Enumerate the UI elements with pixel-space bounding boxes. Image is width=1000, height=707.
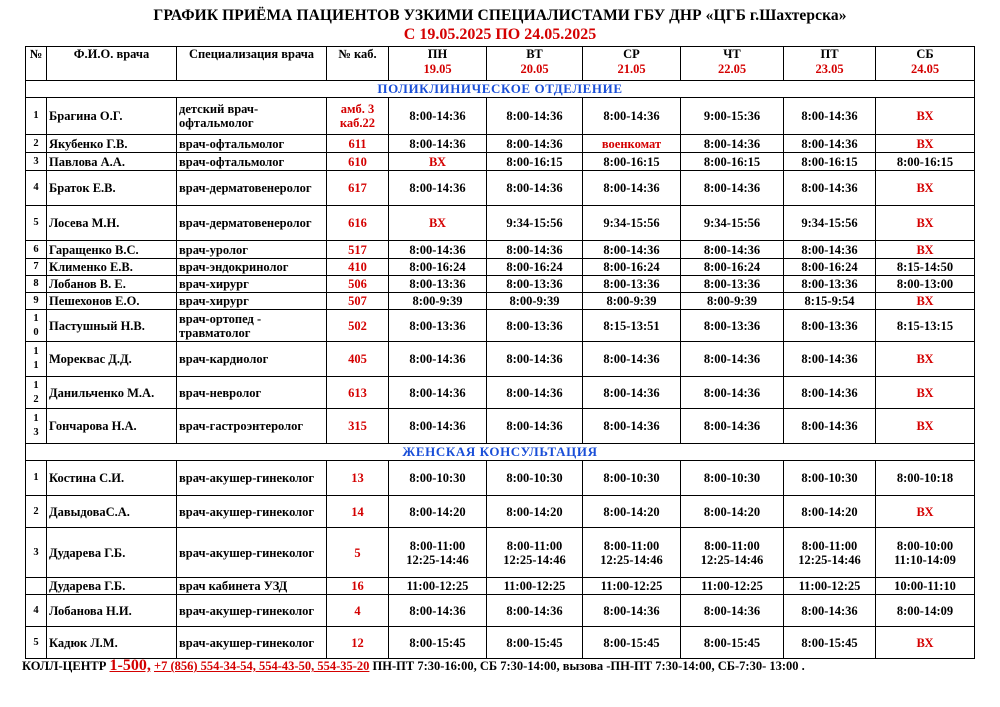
schedule-cell-fri: 8:00-14:36 — [784, 241, 876, 259]
row-number — [26, 241, 47, 259]
schedule-cell-fri: 8:00-14:36 — [784, 98, 876, 135]
schedule-cell-thu: 8:00-10:30 — [681, 461, 784, 496]
schedule-cell-thu: 8:00-15:45 — [681, 627, 784, 659]
schedule-cell-fri: 8:00-14:36 — [784, 409, 876, 444]
row-number — [26, 627, 47, 659]
schedule-cell-mon: ВХ — [389, 206, 487, 241]
table-row — [26, 461, 975, 496]
doctor-name: Данильченко М.А. — [47, 377, 177, 409]
header-row — [26, 47, 975, 81]
schedule-cell-fri: 8:00-14:36 — [784, 342, 876, 377]
schedule-cell-thu: 8:00-13:36 — [681, 276, 784, 293]
doctor-specialization: врач-акушер-гинеколог — [177, 595, 327, 627]
schedule-cell-wed: 8:00-14:36 — [583, 595, 681, 627]
doctor-name: Кадюк Л.М. — [47, 627, 177, 659]
doctor-name: Лобанова Н.И. — [47, 595, 177, 627]
schedule-cell-wed: 8:00-16:15 — [583, 153, 681, 171]
doctor-name: Костина С.И. — [47, 461, 177, 496]
schedule-cell-thu: 8:00-14:36 — [681, 171, 784, 206]
schedule-cell-fri: 8:00-14:20 — [784, 496, 876, 528]
schedule-cell-wed: 8:00-16:24 — [583, 259, 681, 276]
row-number-digit: 3 — [33, 546, 39, 558]
row-number-digit: 2 — [33, 505, 39, 517]
room-number: амб. 3 каб.22 — [327, 98, 389, 135]
row-number-digit: 2 — [33, 137, 39, 149]
doctor-specialization: врач-дерматовенеролог — [177, 206, 327, 241]
row-number-digit: 1 — [33, 413, 39, 424]
schedule-cell-fri: 8:00-14:36 — [784, 171, 876, 206]
schedule-cell-thu — [681, 528, 784, 578]
schedule-cell-tue: 8:00-10:30 — [487, 461, 583, 496]
schedule-cell-wed: 11:00-12:25 — [583, 578, 681, 595]
schedule-cell-sat: ВХ — [876, 342, 975, 377]
doctor-specialization: врач-акушер-гинеколог — [177, 461, 327, 496]
schedule-cell-fri: 8:00-13:36 — [784, 310, 876, 342]
doctor-name: Пастушный Н.В. — [47, 310, 177, 342]
room-number: 13 — [327, 461, 389, 496]
schedule-cell-tue: 9:34-15:56 — [487, 206, 583, 241]
phone-numbers-link[interactable]: +7 (856) 554-34-54, 554-43-50, 554-35-20 — [153, 659, 370, 673]
schedule-cell-wed: 8:00-14:36 — [583, 409, 681, 444]
schedule-time-part: 11:10-14:09 — [894, 552, 956, 567]
schedule-cell-thu: 8:00-16:24 — [681, 259, 784, 276]
schedule-cell-sat: ВХ — [876, 171, 975, 206]
schedule-cell-tue: 8:00-14:36 — [487, 377, 583, 409]
doctor-name: Лобанов В. Е. — [47, 276, 177, 293]
row-number-digit: 6 — [33, 243, 39, 255]
doctor-specialization: врач-ортопед - травматолог — [177, 310, 327, 342]
doctor-specialization: врач-эндокринолог — [177, 259, 327, 276]
doctor-specialization: врач-акушер-гинеколог — [177, 496, 327, 528]
schedule-time-part: 12:25-14:46 — [600, 552, 663, 567]
row-number — [26, 259, 47, 276]
header-spec: Специализация врача — [177, 47, 327, 81]
schedule-cell-sat: 8:00-14:09 — [876, 595, 975, 627]
room-number: 4 — [327, 595, 389, 627]
schedule-cell-mon: 8:00-14:36 — [389, 171, 487, 206]
schedule-cell-wed: 8:00-14:36 — [583, 342, 681, 377]
table-row — [26, 578, 975, 595]
schedule-time-part: 8:00-10:00 — [896, 538, 954, 553]
row-number-digit: 4 — [33, 182, 39, 193]
table-row — [26, 171, 975, 206]
room-number: 613 — [327, 377, 389, 409]
schedule-cell-wed: 8:00-14:36 — [583, 171, 681, 206]
schedule-cell-mon: 8:00-14:20 — [389, 496, 487, 528]
schedule-cell-mon — [389, 528, 487, 578]
schedule-cell-thu: 9:00-15:36 — [681, 98, 784, 135]
doctor-name: Мореквас Д.Д. — [47, 342, 177, 377]
schedule-cell-wed — [583, 528, 681, 578]
doctor-specialization: врач-хирург — [177, 293, 327, 310]
row-number-digit: 3 — [33, 155, 39, 167]
schedule-time-part: 8:00-11:00 — [704, 538, 760, 553]
schedule-cell-fri: 11:00-12:25 — [784, 578, 876, 595]
row-number — [26, 528, 47, 578]
schedule-body — [26, 47, 975, 659]
room-number: 507 — [327, 293, 389, 310]
schedule-cell-sat: ВХ — [876, 293, 975, 310]
doctor-specialization: врач-уролог — [177, 241, 327, 259]
room-number: 16 — [327, 578, 389, 595]
doctor-specialization: врач кабинета УЗД — [177, 578, 327, 595]
schedule-cell-tue: 8:00-14:20 — [487, 496, 583, 528]
doctor-specialization: врач-хирург — [177, 276, 327, 293]
row-number-digit: 7 — [33, 261, 39, 272]
doctor-name: Дударева Г.Б. — [47, 528, 177, 578]
schedule-cell-thu: 8:00-14:36 — [681, 135, 784, 153]
schedule-cell-mon: 8:00-14:36 — [389, 409, 487, 444]
schedule-cell-wed: 8:15-13:51 — [583, 310, 681, 342]
row-number — [26, 595, 47, 627]
doctor-name: Пешехонов Е.О. — [47, 293, 177, 310]
schedule-cell-sat: 10:00-11:10 — [876, 578, 975, 595]
schedule-cell-fri: 8:00-16:24 — [784, 259, 876, 276]
table-row — [26, 276, 975, 293]
schedule-cell-sat: ВХ — [876, 206, 975, 241]
section-header-row — [26, 444, 975, 461]
schedule-cell-tue: 8:00-16:15 — [487, 153, 583, 171]
schedule-cell-sat: ВХ — [876, 98, 975, 135]
doctor-specialization: врач-офтальмолог — [177, 135, 327, 153]
table-row — [26, 409, 975, 444]
doctor-specialization: врач-акушер-гинеколог — [177, 627, 327, 659]
table-row — [26, 293, 975, 310]
table-row — [26, 241, 975, 259]
room-number: 502 — [327, 310, 389, 342]
schedule-cell-wed: 8:00-13:36 — [583, 276, 681, 293]
schedule-cell-mon: 8:00-16:24 — [389, 259, 487, 276]
row-number-digit: 2 — [33, 393, 39, 405]
doctor-name: Клименко Е.В. — [47, 259, 177, 276]
row-number-digit: 1 — [33, 379, 39, 391]
room-number: 14 — [327, 496, 389, 528]
schedule-cell-mon: 8:00-10:30 — [389, 461, 487, 496]
schedule-cell-mon: ВХ — [389, 153, 487, 171]
schedule-cell-thu: 9:34-15:56 — [681, 206, 784, 241]
row-number-digit: 4 — [33, 604, 39, 616]
schedule-cell-sat: ВХ — [876, 496, 975, 528]
table-row — [26, 627, 975, 659]
doctor-name: Дударева Г.Б. — [47, 578, 177, 595]
doctor-name: Павлова А.А. — [47, 153, 177, 171]
schedule-cell-mon: 8:00-14:36 — [389, 98, 487, 135]
schedule-cell-fri: 8:00-13:36 — [784, 276, 876, 293]
page-title: ГРАФИК ПРИЁМА ПАЦИЕНТОВ УЗКИМИ СПЕЦИАЛИСТАМИ ГБУ ДНР «ЦГБ г.Шахтерска» — [153, 7, 847, 24]
table-row — [26, 98, 975, 135]
room-number: 616 — [327, 206, 389, 241]
schedule-cell-fri: 8:00-15:45 — [784, 627, 876, 659]
row-number — [26, 206, 47, 241]
schedule-cell-sat — [876, 528, 975, 578]
schedule-cell-tue: 8:00-14:36 — [487, 241, 583, 259]
doctor-specialization: детский врач-офтальмолог — [177, 98, 327, 135]
schedule-cell-tue: 8:00-14:36 — [487, 595, 583, 627]
schedule-cell-sat: ВХ — [876, 241, 975, 259]
schedule-cell-tue: 8:00-13:36 — [487, 276, 583, 293]
header-num: № — [26, 47, 47, 81]
doctor-name: Гончарова Н.А. — [47, 409, 177, 444]
schedule-cell-mon: 8:00-15:45 — [389, 627, 487, 659]
schedule-cell-fri: 8:00-16:15 — [784, 153, 876, 171]
room-number: 611 — [327, 135, 389, 153]
schedule-cell-fri: 8:15-9:54 — [784, 293, 876, 310]
schedule-time-part: 8:00-11:00 — [801, 538, 858, 553]
doctor-name: Якубенко Г.В. — [47, 135, 177, 153]
room-number: 506 — [327, 276, 389, 293]
schedule-cell-sat: ВХ — [876, 409, 975, 444]
schedule-cell-tue: 8:00-14:36 — [487, 171, 583, 206]
doctor-specialization: врач-акушер-гинеколог — [177, 528, 327, 578]
schedule-cell-sat: ВХ — [876, 377, 975, 409]
schedule-cell-fri: 8:00-14:36 — [784, 377, 876, 409]
schedule-cell-wed: 8:00-14:36 — [583, 377, 681, 409]
schedule-cell-thu: 8:00-13:36 — [681, 310, 784, 342]
schedule-cell-sat: ВХ — [876, 135, 975, 153]
schedule-cell-thu: 8:00-14:36 — [681, 342, 784, 377]
row-number — [26, 461, 47, 496]
doctor-name: Брагина О.Г. — [47, 98, 177, 135]
schedule-cell-wed: 9:34-15:56 — [583, 206, 681, 241]
header-day-wed: СР 21.05 — [583, 47, 681, 81]
header-day-mon: ПН 19.05 — [389, 47, 487, 81]
doctor-specialization: врач-кардиолог — [177, 342, 327, 377]
section-title: ЖЕНСКАЯ КОНСУЛЬТАЦИЯ — [26, 444, 975, 461]
schedule-cell-mon: 8:00-13:36 — [389, 276, 487, 293]
row-number — [26, 496, 47, 528]
schedule-cell-sat: ВХ — [876, 627, 975, 659]
section-header-row — [26, 81, 975, 98]
schedule-cell-tue: 8:00-15:45 — [487, 627, 583, 659]
schedule-cell-mon: 11:00-12:25 — [389, 578, 487, 595]
schedule-cell-tue: 8:00-14:36 — [487, 342, 583, 377]
schedule-cell-wed: 8:00-14:20 — [583, 496, 681, 528]
schedule-cell-wed: военкомат — [583, 135, 681, 153]
schedule-cell-tue: 8:00-13:36 — [487, 310, 583, 342]
section-title: ПОЛИКЛИНИЧЕСКОЕ ОТДЕЛЕНИЕ — [26, 81, 975, 98]
schedule-time-part: 12:25-14:46 — [700, 552, 764, 567]
header-room: № каб. — [327, 47, 389, 81]
schedule-cell-fri: 8:00-14:36 — [784, 595, 876, 627]
row-number-digit: 5 — [33, 217, 39, 228]
schedule-cell-wed: 8:00-15:45 — [583, 627, 681, 659]
row-number — [26, 276, 47, 293]
row-number-digit: 9 — [33, 295, 39, 306]
schedule-cell-fri: 8:00-14:36 — [784, 135, 876, 153]
row-number-digit: 1 — [33, 360, 39, 371]
schedule-cell-fri: 9:34-15:56 — [784, 206, 876, 241]
header-day-thu: ЧТ 22.05 — [681, 47, 784, 81]
table-row — [26, 153, 975, 171]
schedule-time-part: 8:00-11:00 — [409, 538, 466, 553]
schedule-cell-fri: 8:00-10:30 — [784, 461, 876, 496]
schedule-time-part: 8:00-11:00 — [603, 538, 660, 553]
row-number-digit: 1 — [33, 472, 39, 483]
schedule-cell-sat: 8:00-10:18 — [876, 461, 975, 496]
schedule-cell-tue: 8:00-16:24 — [487, 259, 583, 276]
schedule-cell-thu: 8:00-14:20 — [681, 496, 784, 528]
schedule-cell-wed: 8:00-14:36 — [583, 98, 681, 135]
schedule-cell-wed: 8:00-10:30 — [583, 461, 681, 496]
schedule-cell-thu: 8:00-14:36 — [681, 241, 784, 259]
room-number: 410 — [327, 259, 389, 276]
schedule-time-part: 12:25-14:46 — [503, 552, 566, 567]
header-name: Ф.И.О. врача — [47, 47, 177, 81]
doctor-specialization: врач-гастроэнтеролог — [177, 409, 327, 444]
room-number: 5 — [327, 528, 389, 578]
header-day-fri: ПТ 23.05 — [784, 47, 876, 81]
room-number: 517 — [327, 241, 389, 259]
call-center-hours: ПН-ПТ 7:30-16:00, СБ 7:30-14:00, вызова -ПН-ПТ 7:30-14:00, СБ-7:30- 13:00 . — [372, 659, 805, 673]
row-number — [26, 98, 47, 135]
schedule-cell-mon: 8:00-14:36 — [389, 342, 487, 377]
row-number — [26, 578, 47, 595]
table-row — [26, 496, 975, 528]
row-number — [26, 293, 47, 310]
row-number — [26, 135, 47, 153]
row-number — [26, 171, 47, 206]
schedule-cell-tue — [487, 528, 583, 578]
schedule-cell-mon: 8:00-14:36 — [389, 377, 487, 409]
schedule-cell-mon: 8:00-14:36 — [389, 595, 487, 627]
schedule-cell-mon: 8:00-14:36 — [389, 135, 487, 153]
schedule-cell-tue: 8:00-14:36 — [487, 135, 583, 153]
table-row — [26, 135, 975, 153]
table-row — [26, 595, 975, 627]
table-row — [26, 528, 975, 578]
schedule-cell-thu: 11:00-12:25 — [681, 578, 784, 595]
schedule-cell-thu: 8:00-14:36 — [681, 377, 784, 409]
short-phone-link[interactable]: 1-500, — [109, 657, 151, 674]
schedule-cell-tue: 8:00-14:36 — [487, 98, 583, 135]
call-center-footer — [22, 657, 997, 675]
schedule-table — [25, 46, 975, 659]
schedule-cell-sat: 8:15-13:15 — [876, 310, 975, 342]
row-number-digit: 1 — [33, 110, 39, 121]
schedule-cell-sat: 8:00-16:15 — [876, 153, 975, 171]
row-number-digit: 1 — [33, 346, 39, 357]
row-number-digit: 5 — [33, 636, 39, 648]
row-number — [26, 342, 47, 377]
table-row — [26, 206, 975, 241]
schedule-cell-thu: 8:00-16:15 — [681, 153, 784, 171]
doctor-name: Лосева М.Н. — [47, 206, 177, 241]
schedule-cell-tue: 8:00-14:36 — [487, 409, 583, 444]
room-number: 405 — [327, 342, 389, 377]
schedule-time-part: 12:25-14:46 — [798, 552, 861, 567]
schedule-cell-mon: 8:00-9:39 — [389, 293, 487, 310]
schedule-time-part: 12:25-14:46 — [406, 552, 469, 567]
schedule-cell-sat: 8:00-13:00 — [876, 276, 975, 293]
table-row — [26, 342, 975, 377]
schedule-cell-mon: 8:00-14:36 — [389, 241, 487, 259]
room-number: 610 — [327, 153, 389, 171]
schedule-cell-tue: 11:00-12:25 — [487, 578, 583, 595]
doctor-specialization: врач-невролог — [177, 377, 327, 409]
schedule-cell-wed: 8:00-14:36 — [583, 241, 681, 259]
schedule-cell-sat: 8:15-14:50 — [876, 259, 975, 276]
table-row — [26, 259, 975, 276]
doctor-name: Гаращенко В.С. — [47, 241, 177, 259]
header-day-tue: ВТ 20.05 — [487, 47, 583, 81]
schedule-time-part: 8:00-11:00 — [506, 538, 563, 553]
schedule-cell-mon: 8:00-13:36 — [389, 310, 487, 342]
doctor-name: ДавыдоваС.А. — [47, 496, 177, 528]
room-number: 617 — [327, 171, 389, 206]
row-number-digit: 1 — [33, 312, 39, 324]
doctor-specialization: врач-дерматовенеролог — [177, 171, 327, 206]
room-number: 315 — [327, 409, 389, 444]
row-number — [26, 310, 47, 342]
room-number: 12 — [327, 627, 389, 659]
row-number-digit: 8 — [33, 278, 39, 289]
row-number-digit: 3 — [33, 427, 39, 438]
schedule-cell-thu: 8:00-9:39 — [681, 293, 784, 310]
header-day-sat: СБ 24.05 — [876, 47, 975, 81]
date-range-subtitle: С 19.05.2025 ПО 24.05.2025 — [403, 26, 597, 43]
schedule-cell-fri — [784, 528, 876, 578]
call-center-label: КОЛЛ-ЦЕНТР — [22, 659, 107, 673]
row-number — [26, 153, 47, 171]
table-row — [26, 377, 975, 409]
schedule-cell-tue: 8:00-9:39 — [487, 293, 583, 310]
schedule-cell-thu: 8:00-14:36 — [681, 409, 784, 444]
row-number-digit: 0 — [33, 326, 39, 338]
doctor-specialization: врач-офтальмолог — [177, 153, 327, 171]
row-number — [26, 409, 47, 444]
table-row — [26, 310, 975, 342]
schedule-cell-thu: 8:00-14:36 — [681, 595, 784, 627]
doctor-name: Браток Е.В. — [47, 171, 177, 206]
row-number — [26, 377, 47, 409]
schedule-cell-wed: 8:00-9:39 — [583, 293, 681, 310]
